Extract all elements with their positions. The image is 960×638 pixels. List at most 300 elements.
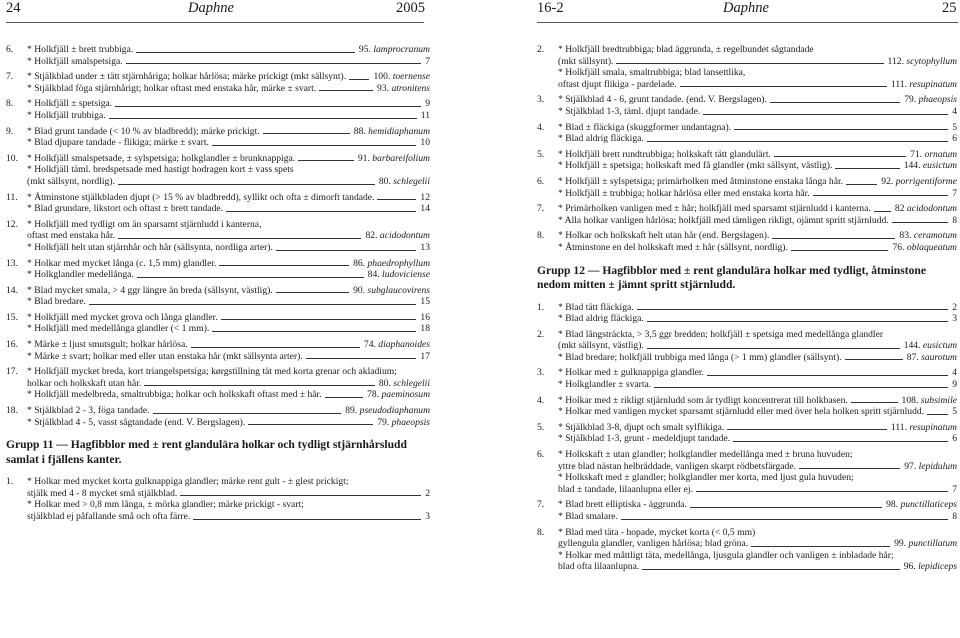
key-reference: [379, 378, 430, 390]
entry-lines: [558, 94, 957, 117]
reference-target: 144.: [903, 340, 921, 352]
key-entry: [6, 339, 430, 362]
entry-lines: [558, 422, 957, 445]
leader-line: [703, 114, 948, 115]
key-text: * Holkfjäll bredtrubbiga; blad äggrunda, ± regelbundet sågtandade: [558, 44, 814, 55]
leader-line: [892, 222, 949, 223]
key-text: * Holkfjäll ± spetsiga; holkskaft med få glandler (mkt sällsynt, västlig).: [558, 160, 833, 172]
taxon-name: punctillaticeps: [900, 499, 957, 511]
reference-target: 80.: [378, 175, 391, 187]
key-text: blad ofta lilaanlupna.: [558, 561, 640, 573]
key-line: [27, 269, 430, 281]
leader-line: [851, 402, 898, 403]
leader-line: [733, 441, 948, 442]
group-heading: Grupp 12 — Hagfibblor med ± rent glandulära holkar med tydligt, åtminstone nedom mitten ± jämnt spritt stjärnludd.: [537, 263, 926, 291]
key-line: [27, 98, 430, 110]
key-text: * Alla holkar vanligen hårlösa; holkfjäll med tämligen rikligt, ojämnt spritt stjärnludd.: [558, 214, 889, 226]
leader-line: [306, 358, 417, 359]
left-column: [6, 44, 430, 527]
leader-line: [751, 546, 890, 547]
key-text: (mkt sällsynt).: [558, 55, 614, 67]
entry-lines: [558, 203, 957, 226]
right-running-title: Daphne: [723, 0, 769, 16]
key-line: [558, 433, 957, 445]
key-text: * Holkfjäll helt utan stjärnhår och hår (sällsynta, nordliga arter).: [27, 241, 273, 253]
key-line: [27, 71, 430, 83]
leader-line: [349, 79, 369, 80]
leader-line: [799, 468, 900, 469]
reference-target: 88.: [353, 125, 366, 137]
key-line: [27, 511, 430, 523]
entry-number: 11.: [6, 191, 18, 203]
key-line: [27, 137, 430, 149]
reference-target: 82: [894, 203, 905, 215]
taxon-name: pseudodiaphanum: [359, 405, 430, 417]
key-reference: [421, 110, 430, 122]
key-entry: [6, 98, 430, 121]
reference-target: 93.: [377, 82, 390, 94]
key-reference: [892, 242, 957, 254]
entry-number: 10.: [6, 152, 18, 164]
entry-number: 14.: [6, 284, 18, 296]
key-line: [558, 79, 957, 91]
taxon-name: resupinatum: [909, 421, 957, 433]
key-reference: [888, 56, 957, 68]
key-line: [27, 242, 430, 254]
reference-target: 100.: [373, 71, 391, 83]
key-line: [558, 215, 957, 227]
key-line: [27, 56, 430, 68]
key-reference: [904, 340, 957, 352]
key-text: * Holkfjäll ± trubbiga; holkar hårlösa eller med enstaka korta hår.: [558, 187, 810, 199]
key-text: oftast med enstaka hår.: [27, 230, 115, 242]
entry-lines: [558, 149, 957, 172]
reference-target: 18: [420, 323, 430, 335]
key-text: * Holkfjäll ± sylspetsiga; primärholken med åtminstone enstaka långa hår.: [558, 175, 844, 187]
reference-target: 17: [420, 350, 430, 362]
leader-line: [874, 211, 891, 212]
key-line: [27, 323, 430, 335]
key-reference: [358, 153, 430, 165]
key-reference: [420, 351, 430, 363]
key-line: [27, 339, 430, 351]
reference-target: 6: [952, 133, 957, 145]
key-line: [27, 164, 430, 176]
key-entry: [537, 449, 957, 495]
key-line: [558, 484, 957, 496]
entry-lines: [27, 339, 430, 362]
key-text: * Holkglandler medellånga.: [27, 269, 134, 281]
key-reference: [895, 203, 957, 215]
right-column: [537, 44, 957, 577]
leader-line: [136, 52, 355, 53]
entry-lines: [27, 219, 430, 254]
entry-number: 5.: [537, 148, 545, 160]
key-line: [27, 219, 430, 231]
key-text: * Blad brett elliptiska - äggrunda.: [558, 499, 687, 511]
key-entry: [6, 476, 430, 522]
reference-target: 112.: [887, 55, 904, 67]
key-line: [27, 499, 430, 511]
key-text: * Stjälkblad under ± tätt stjärnhåriga; holkar hårlösa; märke prickigt (mkt sällsynt).: [27, 71, 347, 83]
key-entry: [537, 367, 957, 390]
leader-line: [654, 387, 948, 388]
key-entry: [6, 405, 430, 428]
reference-target: 14: [420, 203, 430, 215]
key-text: holkar och holkskaft utan hår.: [27, 377, 142, 389]
key-reference: [904, 561, 957, 573]
taxon-name: ornatum: [924, 148, 957, 160]
key-text: * Blad bredare.: [27, 296, 86, 308]
key-text: stjälkblad ej påfallande små och ofta färre.: [27, 511, 191, 522]
reference-target: 144.: [903, 160, 921, 172]
key-reference: [425, 56, 430, 68]
key-text: * Holkfjäll med tydligt om än sparsamt stjärnludd i kanterna,: [27, 218, 262, 230]
key-line: [558, 230, 957, 242]
reference-target: 86.: [353, 257, 366, 269]
key-entry: [6, 153, 430, 188]
key-text: * Holkar med måttligt täta, medellånga, ljusgula glandler och vanligen ± inbladade hår;: [558, 549, 894, 561]
leader-line: [846, 184, 877, 185]
entry-number: 1.: [537, 301, 545, 313]
key-text: * Holkar med mycket korta gulknappiga glandler; märke rent gult - ± glest prickigt;: [27, 476, 349, 488]
reference-target: 90.: [353, 284, 366, 296]
reference-target: 3: [425, 511, 430, 522]
leader-line: [180, 495, 421, 496]
key-text: * Blad djupare tandade - flikiga; märke ± svart.: [27, 137, 209, 149]
key-line: [558, 538, 957, 550]
key-text: (mkt sällsynt, nordlig).: [27, 175, 115, 187]
key-reference: [365, 230, 430, 242]
key-text: * Holkglandler ± svarta.: [558, 379, 652, 391]
key-text: * Holkfjäll smalspetsiga.: [27, 55, 123, 67]
key-text: * Holkfjäll brett rundtrubbiga; holkskaft tätt glandulärt.: [558, 148, 771, 160]
key-line: [558, 67, 957, 79]
entry-lines: [558, 230, 957, 253]
key-reference: [354, 126, 430, 138]
group-heading: Grupp 11 — Hagfibblor med ± rent glandulära holkar och tydligt stjärnhårsludd samlat i fjällens kanter.: [6, 438, 407, 466]
entry-number: 6.: [6, 44, 14, 55]
key-text: * Holkfjäll ± spetsiga.: [27, 98, 113, 110]
entry-number: 8.: [537, 230, 545, 242]
key-line: [27, 110, 430, 122]
entry-number: 2.: [537, 328, 545, 340]
taxon-name: atronitens: [391, 82, 430, 94]
key-line: [558, 561, 957, 573]
leader-line: [377, 199, 416, 200]
key-line: [558, 449, 957, 461]
reference-target: 80.: [378, 377, 391, 389]
leader-line: [109, 118, 417, 119]
key-line: [27, 366, 430, 378]
reference-target: 2: [425, 487, 430, 499]
key-entry: [537, 329, 957, 364]
entry-lines: [558, 44, 957, 90]
taxon-name: eusictum: [922, 340, 957, 352]
key-line: [558, 461, 957, 473]
left-year: 2005: [396, 0, 425, 16]
key-text: * Stjälkblad 1-3, täml. djupt tandade.: [558, 105, 701, 117]
key-reference: [902, 395, 957, 407]
leader-line: [226, 211, 416, 212]
entry-lines: [558, 367, 957, 390]
key-text: * Stjälkblad föga stjärnhårigt; holkar oftast med enstaka hår, märke ± svart.: [27, 82, 317, 94]
reference-target: 5: [952, 121, 957, 133]
taxon-name: phaedrophyllum: [367, 257, 430, 269]
key-line: [558, 56, 957, 68]
key-entry: [6, 219, 430, 254]
key-reference: [907, 352, 957, 364]
entry-lines: [558, 329, 957, 364]
key-text: gyllengula glandler, vanligen hårlösa; blad gröna.: [558, 538, 749, 550]
key-line: [27, 351, 430, 363]
key-line: [558, 149, 957, 161]
key-reference: [420, 312, 430, 324]
key-reference: [379, 176, 430, 188]
left-header-rule: [6, 22, 424, 23]
key-text: * Holkfjäll trubbiga.: [27, 109, 106, 121]
entry-lines: [27, 258, 430, 281]
entry-lines: [27, 126, 430, 149]
key-entry: [537, 149, 957, 172]
leader-line: [647, 348, 900, 349]
key-text: * Blad ± fläckiga (skuggformer undantagna).: [558, 121, 732, 133]
key-entry: [6, 258, 430, 281]
taxon-name: barbareifolium: [372, 152, 430, 164]
key-entry: [537, 230, 957, 253]
key-text: * Holkfjäll med medellånga glandler (< 1 mm).: [27, 323, 210, 335]
key-reference: [425, 98, 430, 110]
key-reference: [881, 176, 957, 188]
entry-lines: [27, 71, 430, 94]
key-text: * Blad aldrig fläckiga.: [558, 133, 644, 145]
key-line: [558, 511, 957, 523]
key-text: * Stjälkblad 4 - 5, vasst sågtandade (end. V. Bergslagen).: [27, 416, 246, 428]
taxon-name: subsimile: [920, 394, 957, 406]
key-text: * Holkfjäll med mycket grova och långa glandler.: [27, 311, 218, 323]
key-line: [558, 406, 957, 418]
entry-number: 7.: [537, 499, 545, 511]
key-line: [27, 83, 430, 95]
reference-target: 108.: [901, 394, 919, 406]
key-text: * Holkfjäll mycket breda, kort triangelspetsiga; kørgstillning tät med korta grenar och akladium;: [27, 366, 397, 378]
entry-number: 16.: [6, 339, 18, 351]
key-line: [558, 395, 957, 407]
reference-target: 96.: [903, 561, 916, 573]
key-text: * Blad grundare, likstort och oftast ± brett tandade.: [27, 203, 224, 215]
key-line: [558, 133, 957, 145]
key-text: * Blad aldrig fläckiga.: [558, 313, 644, 325]
key-line: [558, 527, 957, 539]
leader-line: [791, 250, 889, 251]
key-reference: [377, 83, 430, 95]
key-line: [558, 44, 957, 56]
key-text: * Stjälkblad 2 - 3, föga tandade.: [27, 405, 150, 417]
reference-target: 16: [420, 311, 430, 323]
reference-target: 99.: [894, 538, 907, 550]
leader-line: [193, 519, 421, 520]
key-entry: [6, 126, 430, 149]
taxon-name: lepidiceps: [918, 561, 957, 573]
key-text: * Primärholken vanligen med ± hår; holkfjäll med sparsamt stjärnludd i kanterna.: [558, 203, 871, 215]
key-entry: [537, 176, 957, 199]
key-entry: [537, 395, 957, 418]
entry-number: 7.: [537, 203, 545, 215]
leader-line: [680, 86, 887, 87]
key-line: [558, 302, 957, 314]
key-entry: [537, 44, 957, 90]
key-line: [558, 106, 957, 118]
entry-lines: [558, 302, 957, 325]
entry-lines: [558, 499, 957, 522]
key-line: [27, 405, 430, 417]
key-line: [27, 258, 430, 270]
key-reference: [364, 339, 430, 351]
entry-number: 12.: [6, 218, 18, 230]
key-entry: [6, 312, 430, 335]
entry-lines: [27, 98, 430, 121]
key-entry: [537, 422, 957, 445]
key-entry: [537, 94, 957, 117]
leader-line: [734, 129, 948, 130]
key-reference: [353, 285, 430, 297]
taxon-name: scytophyllum: [906, 55, 957, 67]
key-reference: [891, 79, 957, 91]
key-entry: [6, 285, 430, 308]
leader-line: [219, 265, 349, 266]
entry-number: 8.: [6, 98, 14, 110]
reference-target: 84.: [367, 269, 380, 281]
key-line: [558, 379, 957, 391]
reference-target: 111.: [890, 421, 907, 433]
entry-number: 4.: [537, 394, 545, 406]
key-text: yttre blad nästan helbräddade, vanligen skarpt rödbetsfärgade.: [558, 460, 796, 472]
left-page-number: 24: [6, 0, 21, 16]
leader-line: [153, 413, 342, 414]
key-line: [558, 313, 957, 325]
reference-target: 7: [952, 483, 957, 495]
taxon-name: lamprocranum: [373, 44, 430, 55]
key-text: * Märke ± svart; holkar med eller utan enstaka hår (mkt sällsynta arter).: [27, 350, 303, 362]
reference-target: 4: [952, 105, 957, 117]
key-line: [558, 422, 957, 434]
key-reference: [904, 160, 957, 172]
taxon-name: saurotum: [921, 351, 957, 363]
key-text: * Holkfjäll täml. bredspetsade med hastigt hodragen kort ± vass spets: [27, 164, 294, 176]
reference-target: 82.: [365, 230, 378, 242]
key-reference: [952, 122, 957, 134]
key-reference: [420, 203, 430, 215]
reference-target: 71.: [910, 148, 923, 160]
reference-target: 15: [420, 296, 430, 308]
leader-line: [325, 397, 363, 398]
key-line: [27, 296, 430, 308]
key-line: [558, 472, 957, 484]
reference-target: 6: [952, 433, 957, 445]
key-text: oftast djupt flikiga - pardelade.: [558, 78, 677, 90]
leader-line: [707, 375, 948, 376]
entry-number: 17.: [6, 366, 18, 378]
key-text: blad ± tandade, lilaanlupna eller ej.: [558, 483, 693, 495]
entry-lines: [27, 285, 430, 308]
leader-line: [212, 145, 417, 146]
taxon-name: subglaucovirens: [367, 284, 430, 296]
key-text: * Blad med täta - hopade, mycket korta (< 0,5 mm): [558, 526, 756, 538]
entry-lines: [558, 395, 957, 418]
leader-line: [276, 250, 417, 251]
key-line: [27, 417, 430, 429]
taxon-name: acidodontum: [906, 203, 957, 215]
reference-target: 91.: [357, 152, 370, 164]
reference-target: 79.: [904, 94, 917, 106]
reference-target: 89.: [345, 405, 358, 417]
entry-number: 3.: [537, 94, 545, 106]
reference-target: 4: [952, 367, 957, 379]
reference-target: 11: [420, 109, 430, 121]
reference-target: 79.: [377, 416, 390, 428]
key-line: [27, 389, 430, 401]
leader-line: [263, 133, 350, 134]
reference-target: 7: [425, 55, 430, 67]
key-line: [558, 176, 957, 188]
leader-line: [927, 414, 948, 415]
leader-line: [221, 319, 417, 320]
key-text: stjälk med 4 - 8 mycket små stjälkblad.: [27, 487, 178, 499]
entry-number: 1.: [6, 476, 14, 488]
key-line: [558, 340, 957, 352]
key-entry: [537, 122, 957, 145]
key-text: * Holkar med vanligen mycket sparsamt stjärnludd eller med över hela holken spritt stjärnludd.: [558, 406, 925, 418]
key-reference: [359, 44, 430, 56]
leader-line: [319, 90, 373, 91]
reference-target: 78.: [367, 389, 380, 401]
entry-number: 6.: [537, 449, 545, 461]
left-running-title: Daphne: [188, 0, 234, 16]
reference-target: 92.: [881, 175, 894, 187]
key-reference: [425, 511, 430, 523]
key-text: * Holkfjäll smala, smaltrubbiga; blad lansettlika,: [558, 67, 746, 79]
reference-target: 5: [952, 406, 957, 418]
reference-target: 12: [420, 191, 430, 203]
reference-target: 3: [952, 313, 957, 325]
key-reference: [886, 499, 957, 511]
entry-lines: [27, 476, 430, 522]
key-line: [558, 550, 957, 562]
key-reference: [952, 433, 957, 445]
key-reference: [420, 192, 430, 204]
entry-lines: [27, 405, 430, 428]
key-line: [558, 122, 957, 134]
key-text: * Åtminstone en del holkskaft med ± hår (sällsynt, nordlig).: [558, 241, 788, 253]
leader-line: [115, 106, 421, 107]
key-line: [558, 242, 957, 254]
key-reference: [910, 149, 957, 161]
entry-lines: [27, 312, 430, 335]
entry-number: 7.: [6, 71, 14, 83]
leader-line: [642, 569, 899, 570]
key-text: * Stjälkblad 4 - 6, grunt tandade. (end. V. Bergslagen).: [558, 94, 767, 106]
taxon-name: lepidulum: [918, 460, 957, 472]
leader-line: [845, 359, 903, 360]
leader-line: [191, 347, 360, 348]
reference-target: 83.: [899, 230, 912, 242]
key-entry: [6, 44, 430, 67]
right-header-rule: [537, 22, 958, 23]
key-text: * Holkfjäll smalspetsade, ± sylspetsiga; holkglandler ± brunknappiga.: [27, 152, 296, 164]
key-text: * Holkar och holkskaft helt utan hår (end. Bergslagen).: [558, 230, 770, 242]
taxon-name: schlegelii: [393, 175, 430, 187]
reference-target: 7: [952, 187, 957, 199]
